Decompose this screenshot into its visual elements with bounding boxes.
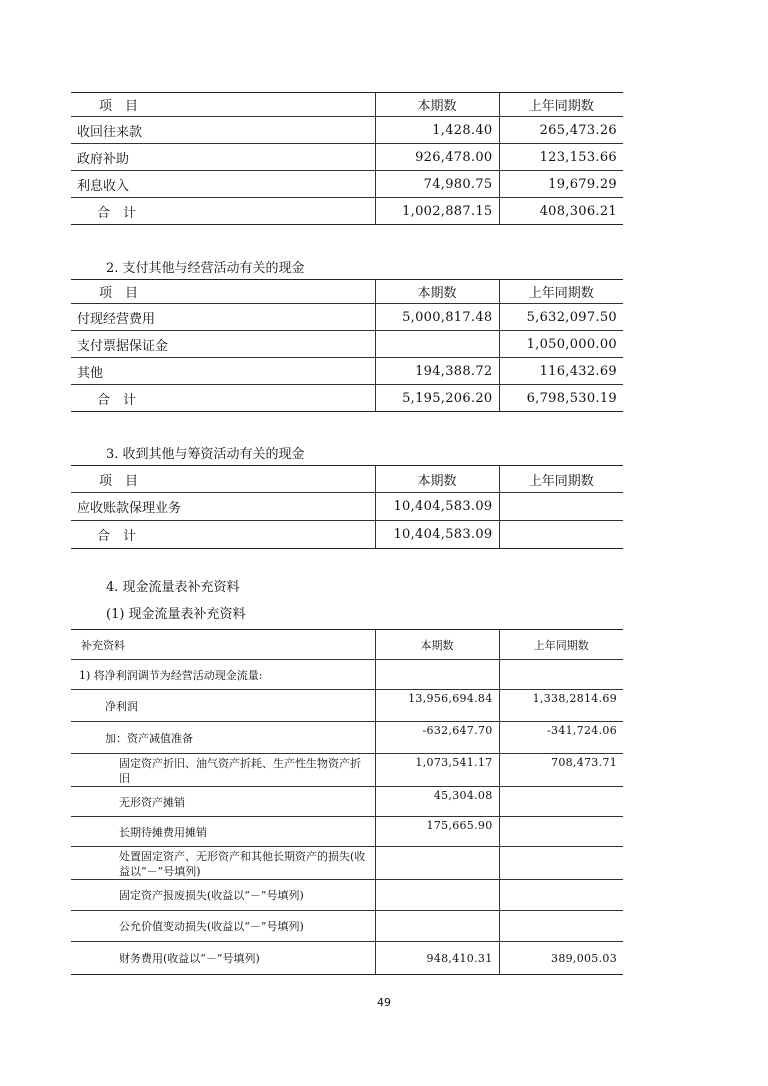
table-row xyxy=(71,754,623,787)
section-3-title: 3. 收到其他与筹资活动有关的现金 xyxy=(106,447,305,462)
row-item: 政府补助 xyxy=(71,144,375,171)
row-prior: 1,050,000.00 xyxy=(499,331,623,358)
row-current: 1,002,887.15 xyxy=(375,198,499,225)
row-current: 45,304.08 xyxy=(375,787,499,817)
section-4-subtitle: (1) 现金流量表补充资料 xyxy=(106,607,246,622)
header-prior: 上年同期数 xyxy=(499,630,623,660)
row-item: 支付票据保证金 xyxy=(71,331,375,358)
row-prior: 116,432.69 xyxy=(499,358,623,385)
row-current: 926,478.00 xyxy=(375,144,499,171)
table-total-row xyxy=(71,198,623,225)
row-prior xyxy=(499,493,623,521)
table-total-row xyxy=(71,385,623,412)
header-item: 项 目 xyxy=(71,466,375,493)
row-item: 公允价值变动损失(收益以“－”号填列) xyxy=(71,911,375,942)
table-header-row xyxy=(71,630,623,660)
table-row xyxy=(71,304,623,331)
row-prior xyxy=(499,521,623,549)
row-item: 长期待摊费用摊销 xyxy=(71,817,375,847)
table-cashflow-supplement xyxy=(71,629,623,975)
table-row xyxy=(71,847,623,880)
table-other-financing-receipts xyxy=(71,465,623,549)
table-header-row xyxy=(71,280,623,304)
row-prior xyxy=(499,660,623,690)
row-item: 利息收入 xyxy=(71,171,375,198)
table-row xyxy=(71,171,623,198)
table-row xyxy=(71,880,623,911)
table-row xyxy=(71,787,623,817)
header-prior: 上年同期数 xyxy=(499,280,623,304)
table-row xyxy=(71,817,623,847)
row-prior: 389,005.03 xyxy=(499,942,623,975)
row-current: 175,665.90 xyxy=(375,817,499,847)
row-item: 财务费用(收益以“－”号填列) xyxy=(71,942,375,975)
row-prior xyxy=(499,817,623,847)
section-2-title: 2. 支付其他与经营活动有关的现金 xyxy=(106,261,305,276)
row-current: 5,195,206.20 xyxy=(375,385,499,412)
row-current xyxy=(375,847,499,880)
table-row xyxy=(71,144,623,171)
row-prior: 6,798,530.19 xyxy=(499,385,623,412)
row-prior: 123,153.66 xyxy=(499,144,623,171)
row-prior xyxy=(499,847,623,880)
row-prior: 408,306.21 xyxy=(499,198,623,225)
row-current: 1,073,541.17 xyxy=(375,754,499,787)
row-current xyxy=(375,911,499,942)
table-row xyxy=(71,911,623,942)
section-4-title: 4. 现金流量表补充资料 xyxy=(106,580,240,595)
row-prior xyxy=(499,880,623,911)
header-prior: 上年同期数 xyxy=(499,93,623,117)
table-row xyxy=(71,493,623,521)
row-prior: 265,473.26 xyxy=(499,117,623,144)
row-item: 合 计 xyxy=(71,385,375,412)
header-current: 本期数 xyxy=(375,466,499,493)
row-item: 应收账款保理业务 xyxy=(71,493,375,521)
row-prior: 1,338,2814.69 xyxy=(499,690,623,722)
row-current xyxy=(375,880,499,911)
row-item: 其他 xyxy=(71,358,375,385)
header-current: 本期数 xyxy=(375,93,499,117)
row-item: 处置固定资产、无形资产和其他长期资产的损失(收益以“－”号填列) xyxy=(71,847,375,880)
row-item: 无形资产摊销 xyxy=(71,787,375,817)
row-current: -632,647.70 xyxy=(375,722,499,754)
row-prior xyxy=(499,911,623,942)
row-item: 合 计 xyxy=(71,521,375,549)
table-header-row xyxy=(71,93,623,117)
row-current: 194,388.72 xyxy=(375,358,499,385)
row-prior: 5,632,097.50 xyxy=(499,304,623,331)
row-current: 5,000,817.48 xyxy=(375,304,499,331)
row-prior xyxy=(499,787,623,817)
table-header-row xyxy=(71,466,623,493)
page-number: 49 xyxy=(377,996,391,1009)
row-current: 10,404,583.09 xyxy=(375,521,499,549)
table-row xyxy=(71,358,623,385)
table-row xyxy=(71,690,623,722)
row-item: 合 计 xyxy=(71,198,375,225)
table-other-operating-receipts xyxy=(71,92,623,225)
header-current: 本期数 xyxy=(375,280,499,304)
header-item: 项 目 xyxy=(71,93,375,117)
row-item: 固定资产折旧、油气资产折耗、生产性生物资产折旧 xyxy=(71,754,375,787)
row-item: 加：资产减值准备 xyxy=(71,722,375,754)
row-item: 付现经营费用 xyxy=(71,304,375,331)
row-current: 1,428.40 xyxy=(375,117,499,144)
header-current: 本期数 xyxy=(375,630,499,660)
table-other-operating-payments xyxy=(71,279,623,412)
table-row xyxy=(71,331,623,358)
row-prior: -341,724.06 xyxy=(499,722,623,754)
row-item: 收回往来款 xyxy=(71,117,375,144)
row-prior: 19,679.29 xyxy=(499,171,623,198)
table-row xyxy=(71,722,623,754)
row-current xyxy=(375,331,499,358)
row-current: 13,956,694.84 xyxy=(375,690,499,722)
row-current: 948,410.31 xyxy=(375,942,499,975)
header-item: 项 目 xyxy=(71,280,375,304)
row-current xyxy=(375,660,499,690)
table-row xyxy=(71,660,623,690)
table-row xyxy=(71,942,623,975)
table-row xyxy=(71,117,623,144)
row-item: 固定资产报废损失(收益以“－”号填列) xyxy=(71,880,375,911)
row-current: 74,980.75 xyxy=(375,171,499,198)
row-prior: 708,473.71 xyxy=(499,754,623,787)
table-total-row xyxy=(71,521,623,549)
header-prior: 上年同期数 xyxy=(499,466,623,493)
row-current: 10,404,583.09 xyxy=(375,493,499,521)
header-item: 补充资料 xyxy=(71,630,375,660)
row-item: 净利润 xyxy=(71,690,375,722)
row-item: 1) 将净利润调节为经营活动现金流量: xyxy=(71,660,375,690)
